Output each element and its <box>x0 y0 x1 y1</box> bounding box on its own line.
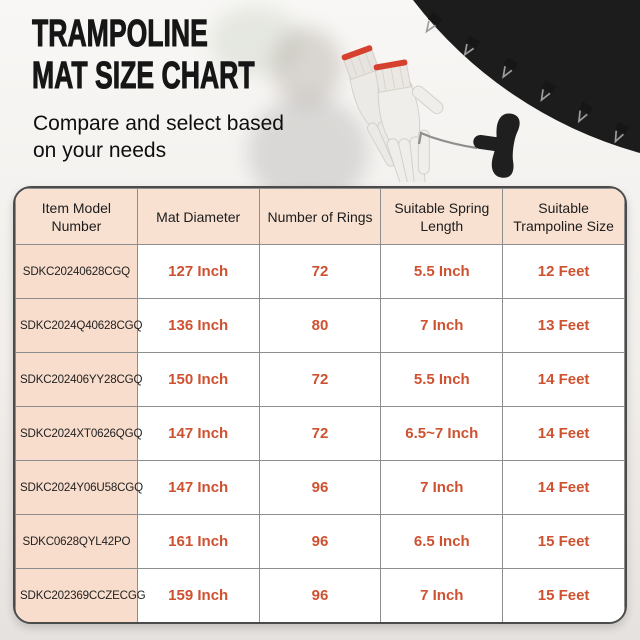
column-header-spring: Suitable Spring Length <box>381 189 503 245</box>
diameter-cell: 150 Inch <box>137 353 259 407</box>
rings-cell: 96 <box>259 569 381 623</box>
diameter-cell: 161 Inch <box>137 515 259 569</box>
spring-cell: 7 Inch <box>381 299 503 353</box>
model-cell: SDKC2024Y06U58CGQ <box>16 461 138 515</box>
table-row <box>16 245 625 299</box>
diameter-cell: 127 Inch <box>137 245 259 299</box>
spring-cell: 6.5~7 Inch <box>381 407 503 461</box>
model-cell: SDKC202406YY28CGQ <box>16 353 138 407</box>
spring-cell: 5.5 Inch <box>381 245 503 299</box>
page-subtitle: Compare and select based on your needs <box>33 112 284 162</box>
table-row <box>16 353 625 407</box>
model-cell: SDKC20240628CGQ <box>16 245 138 299</box>
table-row <box>16 407 625 461</box>
size-cell: 15 Feet <box>503 515 625 569</box>
page-title <box>32 13 350 97</box>
size-cell: 14 Feet <box>503 353 625 407</box>
table-header-row <box>16 189 625 245</box>
column-header-model: Item Model Number <box>16 189 138 245</box>
size-chart-table <box>15 188 625 623</box>
table-row <box>16 461 625 515</box>
model-cell: SDKC2024XT0626QGQ <box>16 407 138 461</box>
diameter-cell: 147 Inch <box>137 461 259 515</box>
column-header-diameter: Mat Diameter <box>137 189 259 245</box>
size-chart-table-container <box>13 186 627 624</box>
rings-cell: 96 <box>259 515 381 569</box>
table-row <box>16 299 625 353</box>
size-cell: 14 Feet <box>503 407 625 461</box>
diameter-cell: 136 Inch <box>137 299 259 353</box>
rings-cell: 72 <box>259 245 381 299</box>
column-header-rings: Number of Rings <box>259 189 381 245</box>
spring-cell: 7 Inch <box>381 569 503 623</box>
column-header-size: Suitable Trampoline Size <box>503 189 625 245</box>
diameter-cell: 147 Inch <box>137 407 259 461</box>
diameter-cell: 159 Inch <box>137 569 259 623</box>
spring-tool-image <box>403 108 543 186</box>
spring-cell: 5.5 Inch <box>381 353 503 407</box>
title-line-1: TRAMPOLINE <box>32 13 208 55</box>
size-cell: 13 Feet <box>503 299 625 353</box>
rings-cell: 72 <box>259 407 381 461</box>
title-line-2: MAT SIZE CHART <box>32 55 255 97</box>
table-row <box>16 569 625 623</box>
size-cell: 15 Feet <box>503 569 625 623</box>
spring-cell: 7 Inch <box>381 461 503 515</box>
model-cell: SDKC202369CCZECGG <box>16 569 138 623</box>
model-cell: SDKC2024Q40628CGQ <box>16 299 138 353</box>
model-cell: SDKC0628QYL42PO <box>16 515 138 569</box>
hero-section <box>0 0 640 186</box>
spring-cell: 6.5 Inch <box>381 515 503 569</box>
rings-cell: 72 <box>259 353 381 407</box>
rings-cell: 96 <box>259 461 381 515</box>
size-cell: 14 Feet <box>503 461 625 515</box>
table-row <box>16 515 625 569</box>
size-cell: 12 Feet <box>503 245 625 299</box>
rings-cell: 80 <box>259 299 381 353</box>
